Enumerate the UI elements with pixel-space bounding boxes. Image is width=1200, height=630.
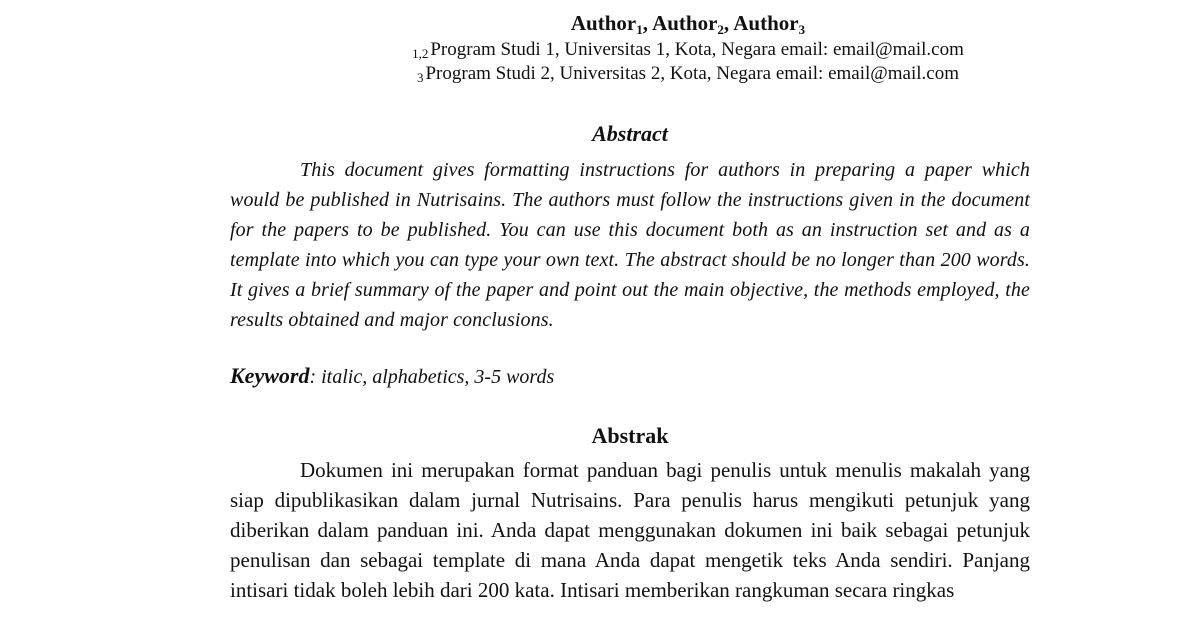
author-1-index: 1 — [636, 22, 643, 37]
keyword-separator: : — [309, 366, 322, 388]
abstract-body: This document gives formatting instructions for authors in preparing a paper which would be published in Nutrisains. The authors must follow the instructions given in the document for the papers to be published. You can use this document both as an instruction set and as a template into which you can type your own text. The abstract should be no longer than 200 words. It gives a brief summary of the paper and point out the main objective, the methods employed, the results obtained and major conclusions. — [230, 159, 1030, 331]
author-1 — [571, 11, 643, 35]
author-3-name: Author — [733, 11, 799, 35]
keyword-value: italic, alphabetics, 3-5 words — [321, 366, 555, 388]
affiliation-2 — [230, 62, 1146, 90]
author-2 — [652, 11, 724, 35]
keyword-label: Keyword — [230, 363, 310, 388]
author-1-name: Author — [570, 11, 637, 35]
affiliation-2-text: Program Studi 2, Universitas 2, Kota, Negara email: email@mail.com — [425, 63, 960, 84]
author-separator: , — [642, 11, 653, 35]
abstract-heading: Abstract — [592, 121, 668, 146]
affiliation-2-marker: 3 — [416, 70, 424, 85]
author-3-index: 3 — [798, 22, 806, 37]
author-2-name: Author — [652, 11, 718, 35]
author-separator: , — [723, 11, 734, 35]
author-2-index: 2 — [717, 22, 724, 37]
author-3 — [733, 11, 805, 35]
affiliation-1-marker: 1,2 — [412, 46, 429, 61]
abstrak-body: Dokumen ini merupakan format panduan bagi penulis untuk menulis makalah yang siap dipublikasikan dalam jurnal Nutrisains. Para penulis harus mengikuti petunjuk yang diberikan dalam panduan ini. Anda dapat menggunakan dokumen ini baik sebagai petunjuk penulisan dan sebagai template di mana Anda dapat mengetik teks Anda sendiri. Panjang intisari tidak boleh lebih dari 200 kata. Intisari memberikan rangkuman secara ringkas — [230, 458, 1030, 602]
affiliation-1-text: Program Studi 1, Universitas 1, Kota, Negara email: email@mail.com — [430, 39, 964, 60]
abstrak-heading: Abstrak — [591, 423, 669, 448]
keyword-line — [230, 362, 1030, 391]
